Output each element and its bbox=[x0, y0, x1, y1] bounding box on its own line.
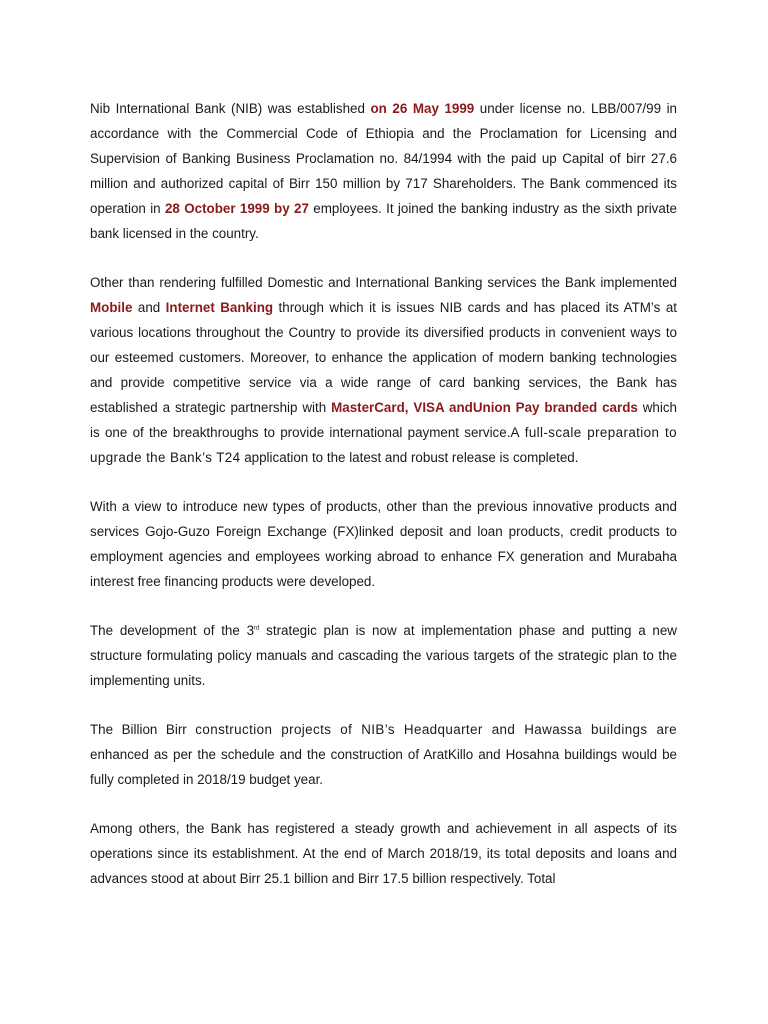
paragraph-establishment bbox=[90, 96, 677, 246]
text-span: application to the latest and robust release is completed. bbox=[240, 450, 579, 465]
text-span: The development of the 3 bbox=[90, 623, 255, 638]
text-span: strategic plan is now at implementation phase and putting a new structure formulating policy manuals and cascading the various targets of the strategic plan to the implementing units. bbox=[90, 623, 677, 688]
text-span: Nib International Bank (NIB) was established bbox=[90, 101, 371, 116]
text-span: and bbox=[132, 300, 166, 315]
text-span: through which it is issues NIB cards and has placed its ATM’s at various locations throughout the Country to provide its diversified products in convenient ways to our esteemed customers. Moreover, to enhance the application of modern banking technologies and provide competitive service via a wide range of card banking services, the Bank has established a strategic partnership with bbox=[90, 300, 677, 415]
text-span: which is one of the breakthroughs to provide international payment service. bbox=[90, 400, 677, 440]
paragraph-services bbox=[90, 270, 677, 470]
paragraph-growth bbox=[90, 816, 677, 891]
text-span: employees. It joined the banking industry as the sixth private bank licensed in the country. bbox=[90, 201, 677, 241]
text-span: Among others, the Bank has registered a steady growth and achievement in all aspects of its operations since its establishment. At the end of March 2018/19, its total deposits and loans and advances stood at about Birr 25.1 billion and Birr 17.5 billion respectively. Total bbox=[90, 821, 677, 886]
text-span: under license no. LBB/007/99 in accordance with the Commercial Code of Ethiopia and the Proclamation for Licensing and Supervision of Banking Business Proclamation no. 84/1994 with the paid up Capital of birr 27.6 million and authorized capital of Birr 150 million by 717 Shareholders. The Bank commenced its operation in bbox=[90, 101, 677, 216]
highlight-card-partners: MasterCard, VISA andUnion Pay branded cards bbox=[331, 400, 638, 415]
paragraph-strategic-plan bbox=[90, 618, 677, 693]
highlight-mobile: Mobile bbox=[90, 300, 133, 315]
text-span: A full-scale preparation to upgrade the Bank’s T24 bbox=[90, 425, 678, 465]
text-span: The Billion Birr bbox=[90, 722, 196, 737]
highlight-operation-date: 28 October 1999 by 27 bbox=[164, 201, 309, 216]
paragraph-construction bbox=[90, 717, 677, 792]
text-span: Other than rendering fulfilled Domestic and International Banking services the Bank implemented bbox=[90, 275, 677, 290]
superscript: rd bbox=[254, 625, 260, 632]
paragraph-new-products bbox=[90, 494, 677, 594]
text-span: With a view to introduce new types of products, other than the previous innovative products and services Gojo-Guzo Foreign Exchange (FX)linked deposit and loan products, credit products to employment agencies and employees working abroad to enhance FX generation and Murabaha interest free financing products were developed. bbox=[90, 499, 677, 589]
document-page bbox=[90, 96, 677, 915]
text-span: construction projects of NIB’s Headquarter and Hawassa buildings are bbox=[195, 722, 677, 737]
highlight-internet-banking: Internet Banking bbox=[165, 300, 274, 315]
text-span: enhanced as per the schedule and the construction of AratKillo and Hosahna buildings would be fully completed in 2018/19 budget year. bbox=[90, 747, 677, 787]
highlight-establishment-date: on 26 May 1999 bbox=[370, 101, 475, 116]
